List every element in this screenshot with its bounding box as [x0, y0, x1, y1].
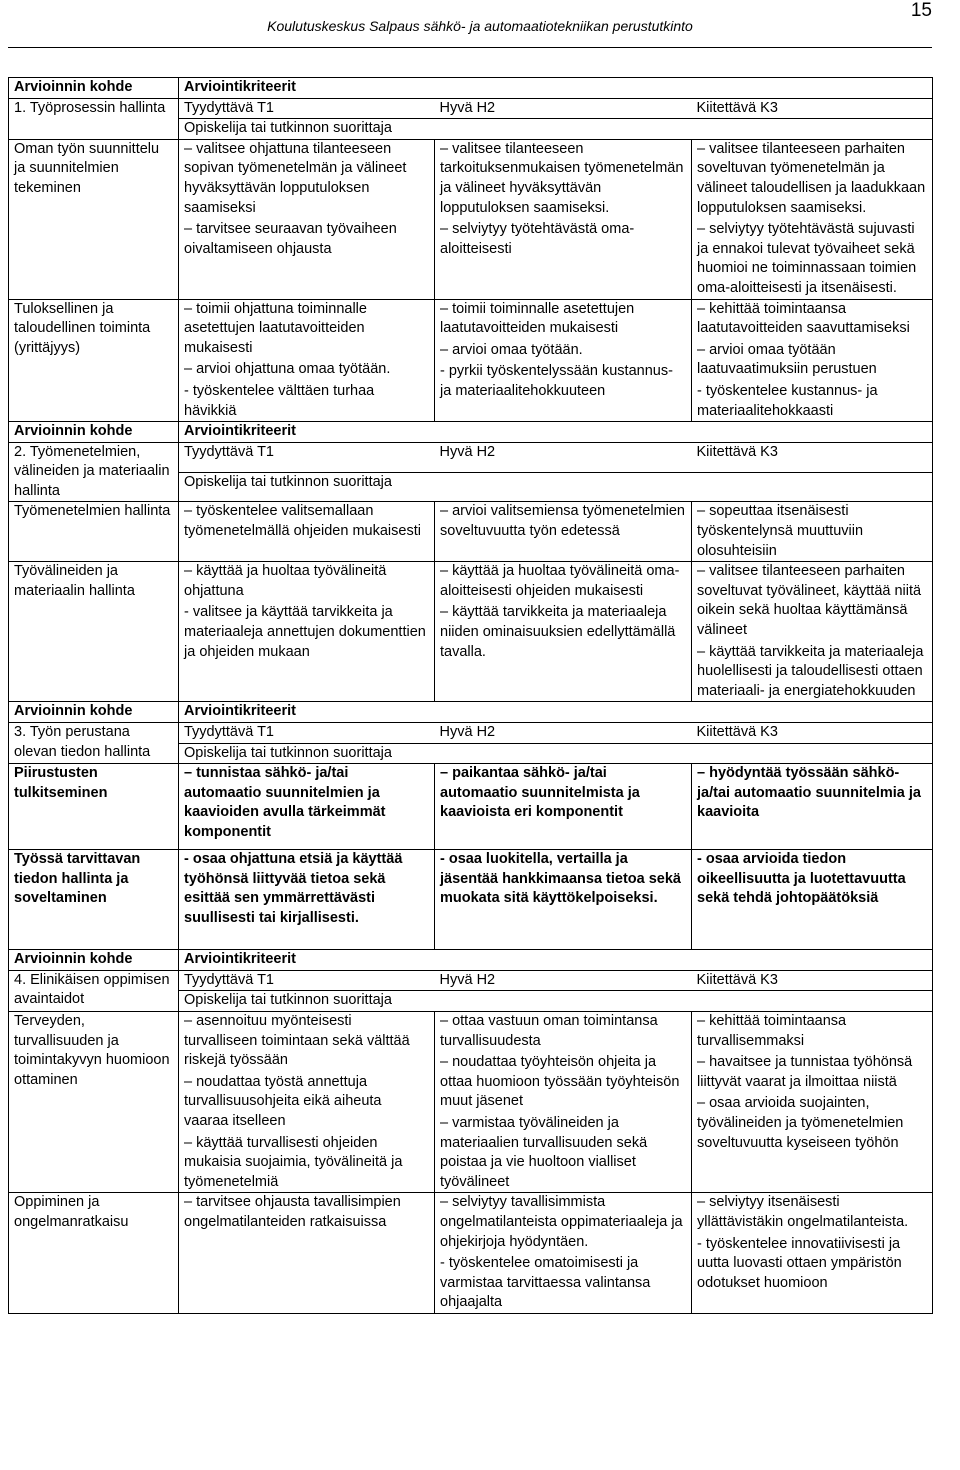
- criterion-item: – selviytyy työtehtävästä oma-aloitteisesti: [440, 220, 686, 259]
- criteria-row: [9, 139, 933, 299]
- performer-label: Opiskelija tai tutkinnon suorittaja: [179, 472, 933, 502]
- level-2: Hyvä H2: [439, 724, 496, 740]
- criterion-item: – osaa arvioida suojainten, työvälineiden ja työmenetelmien soveltuvuutta kyseiseen työhön: [697, 1094, 927, 1153]
- criteria-row: [9, 850, 933, 950]
- criteria-label: Oppiminen ja ongelmanratkaisu: [9, 1193, 179, 1314]
- criterion-item: – valitsee tilanteeseen parhaiten soveltuvan työmenetelmän ja välineet taloudellisen ja laadukkaan lopputuloksen saamiseksi.: [697, 140, 927, 218]
- criterion-item: – havaitsee ja tunnistaa työhönsä liittyvät vaarat ja ilmoittaa niistä: [697, 1053, 927, 1092]
- criteria-h2: [435, 1193, 692, 1314]
- criteria-k3: [692, 562, 933, 702]
- criterion-item: – tarvitsee seuraavan työvaiheen oivaltamiseen ohjausta: [184, 220, 429, 259]
- arviointikriteerit-heading: Arviointikriteerit: [179, 422, 933, 443]
- level-3: Kiitettävä K3: [692, 442, 933, 472]
- arviointikriteerit-heading: Arviointikriteerit: [179, 702, 933, 723]
- levels-row: [9, 442, 933, 472]
- criteria-h2: [435, 139, 692, 299]
- criteria-t1: [179, 1193, 435, 1314]
- level-2: Hyvä H2: [439, 971, 496, 988]
- criteria-label: Työvälineiden ja materiaalin hallinta: [9, 562, 179, 702]
- section-title: 2. Työmenetelmien, välineiden ja materiaalin hallinta: [9, 442, 179, 502]
- page-number: 15: [910, 0, 932, 21]
- criterion-item: – hyödyntää työssään sähkö- ja/tai automaatio suunnitelmia ja kaavioita: [697, 764, 927, 823]
- criteria-h2: [435, 299, 692, 422]
- assessment-table: [8, 77, 933, 1314]
- arviointikriteerit-heading: Arviointikriteerit: [179, 78, 933, 99]
- criterion-item: - osaa ohjattuna etsiä ja käyttää työhönsä liittyvää tietoa sekä esittää sen ymmärrettävästi suullisesti tai kirjallisesti.: [184, 851, 403, 926]
- criteria-k3: [692, 850, 933, 950]
- criterion-item: – varmistaa työvälineiden ja materiaalien turvallisuuden sekä poistaa ja vie huoltoon vialliset työvälineet: [440, 1114, 686, 1192]
- criteria-label: Työssä tarvittavan tiedon hallinta ja soveltaminen: [9, 850, 179, 950]
- section-heading-row: [9, 78, 933, 99]
- criterion-item: – valitsee tilanteeseen tarkoituksenmukaisen työmenetelmän ja välineet hyväksyttävän lopputuloksen saamiseksi.: [440, 140, 686, 218]
- criterion-item: – käyttää turvallisesti ohjeiden mukaisia suojaimia, työvälineitä ja työmenetelmiä: [184, 1134, 429, 1193]
- criterion-item: - työskentelee välttäen turhaa hävikkiä: [184, 382, 375, 419]
- assessment-table-body: [9, 78, 933, 1314]
- levels-row: [9, 723, 933, 744]
- criterion-item: – asennoituu myönteisesti turvalliseen toimintaan sekä välttää riskejä työssään: [184, 1012, 429, 1071]
- criteria-label: Työmenetelmien hallinta: [9, 502, 179, 562]
- criteria-k3: [692, 1193, 933, 1314]
- criterion-item: - työskentelee kustannus- ja materiaalitehokkaasti: [697, 382, 878, 419]
- criterion-item: – käyttää tarvikkeita ja materiaaleja huolellisesti ja taloudellisesti ottaen materiaali- ja energiatehokkuuden: [697, 643, 927, 702]
- criteria-row: [9, 1193, 933, 1314]
- level-2: Hyvä H2: [439, 99, 496, 116]
- criteria-row: [9, 1011, 933, 1192]
- criteria-h2: [435, 850, 692, 950]
- criteria-t1: [179, 764, 435, 850]
- criterion-item: - pyrkii työskentelyssään kustannus- ja materiaalitehokkuuteen: [440, 363, 673, 399]
- document-header: Koulutuskeskus Salpaus sähkö- ja automaatiotekniikan perustutkinto: [267, 18, 693, 34]
- criteria-row: [9, 502, 933, 562]
- criterion-item: – arvioi omaa työtään.: [440, 341, 686, 361]
- criterion-item: – arvioi omaa työtään laatuvaatimuksiin perustuen: [697, 341, 927, 380]
- criteria-h2: [435, 1011, 692, 1192]
- criterion-item: - osaa arvioida tiedon oikeellisuutta ja luotettavuutta sekä tehdä johtopäätöksiä: [697, 851, 906, 907]
- level-1: Tyydyttävä T1: [179, 970, 435, 991]
- criterion-item: – arvioi valitsemiensa työmenetelmien soveltuvuutta työn edetessä: [440, 502, 686, 541]
- criterion-item: – käyttää ja huoltaa työvälineitä oma-aloitteisesti ohjeiden mukaisesti: [440, 562, 686, 601]
- criterion-item: – tarvitsee ohjausta tavallisimpien ongelmatilanteiden ratkaisuissa: [184, 1193, 429, 1232]
- criterion-item: – selviytyy itsenäisesti yllättävistäkin ongelmatilanteista.: [697, 1193, 927, 1232]
- section-heading-row: [9, 950, 933, 971]
- criterion-item: – valitsee tilanteeseen parhaiten soveltuvat työvälineet, käyttää niitä oikein sekä huoltaa käyttämänsä välineet: [697, 562, 927, 640]
- criterion-item: – valitsee ohjattuna tilanteeseen sopivan työmenetelmän ja välineet hyväksyttävän lopputuloksen saamiseksi: [184, 140, 429, 218]
- arvioinnin-kohde-heading: Arvioinnin kohde: [9, 950, 179, 971]
- criterion-item: - osaa luokitella, vertailla ja jäsentää hankkimaansa tietoa sekä muokata sitä käyttökelpoiseksi.: [440, 851, 681, 907]
- criterion-item: – noudattaa työyhteisön ohjeita ja ottaa huomioon työssään työyhteisön muut jäsenet: [440, 1053, 686, 1112]
- levels-row: [9, 98, 933, 119]
- criterion-item: – tunnistaa sähkö- ja/tai automaatio suunnitelmien ja kaavioiden avulla tärkeimmät komponentit: [184, 764, 429, 842]
- level-1: Tyydyttävä T1: [179, 442, 435, 472]
- criteria-label: Tuloksellinen ja taloudellinen toiminta (yrittäjyys): [9, 299, 179, 422]
- criteria-label: Oman työn suunnittelu ja suunnitelmien tekeminen: [9, 139, 179, 299]
- criterion-item: – käyttää tarvikkeita ja materiaaleja niiden ominaisuuksien edellyttämällä tavalla.: [440, 603, 686, 662]
- criteria-t1: [179, 562, 435, 702]
- criterion-item: – työskentelee valitsemallaan työmenetelmällä ohjeiden mukaisesti: [184, 502, 429, 541]
- criterion-item: – kehittää toimintaansa turvallisemmaksi: [697, 1012, 927, 1051]
- level-1: Tyydyttävä T1: [179, 723, 435, 744]
- section-heading-row: [9, 702, 933, 723]
- criteria-label: Piirustusten tulkitseminen: [9, 764, 179, 850]
- performer-label: Opiskelija tai tutkinnon suorittaja: [179, 119, 933, 140]
- criteria-k3: [692, 502, 933, 562]
- levels-row: [9, 970, 933, 991]
- criterion-item: – paikantaa sähkö- ja/tai automaatio suunnitelmista ja kaavioista eri komponentit: [440, 764, 686, 823]
- performer-label: Opiskelija tai tutkinnon suorittaja: [179, 991, 933, 1012]
- criteria-t1: [179, 139, 435, 299]
- section-title: 1. Työprosessin hallinta: [9, 98, 179, 139]
- criterion-item: – arvioi ohjattuna omaa työtään.: [184, 360, 429, 380]
- section-heading-row: [9, 422, 933, 443]
- criteria-k3: [692, 139, 933, 299]
- criterion-item: – selviytyy työtehtävästä sujuvasti ja ennakoi tulevat työvaiheet sekä huomioi ne toiminnassaan toimien oma-aloitteisesti ja itsenäisesti.: [697, 220, 927, 298]
- criteria-h2: [435, 502, 692, 562]
- section-title: 4. Elinikäisen oppimisen avaintaidot: [9, 970, 179, 1011]
- criteria-row: [9, 562, 933, 702]
- criteria-row: [9, 299, 933, 422]
- level-3: Kiitettävä K3: [692, 723, 933, 744]
- arvioinnin-kohde-heading: Arvioinnin kohde: [9, 78, 179, 99]
- arviointikriteerit-heading: Arviointikriteerit: [179, 950, 933, 971]
- criteria-h2: [435, 764, 692, 850]
- level-3: Kiitettävä K3: [692, 98, 933, 119]
- criterion-item: – toimii toiminnalle asetettujen laatutavoitteiden mukaisesti: [440, 300, 686, 339]
- criteria-t1: [179, 299, 435, 422]
- level-1: Tyydyttävä T1: [179, 98, 435, 119]
- criteria-k3: [692, 764, 933, 850]
- criteria-k3: [692, 1011, 933, 1192]
- criteria-t1: [179, 502, 435, 562]
- arvioinnin-kohde-heading: Arvioinnin kohde: [9, 422, 179, 443]
- criteria-h2: [435, 562, 692, 702]
- criterion-item: – käyttää ja huoltaa työvälineitä ohjattuna: [184, 562, 429, 601]
- header-rule: [8, 47, 932, 48]
- criterion-item: – ottaa vastuun oman toimintansa turvallisuudesta: [440, 1012, 686, 1051]
- performer-label: Opiskelija tai tutkinnon suorittaja: [179, 743, 933, 764]
- criteria-label: Terveyden, turvallisuuden ja toimintakyvyn huomioon ottaminen: [9, 1011, 179, 1192]
- criteria-row: [9, 764, 933, 850]
- criterion-item: - valitsee ja käyttää tarvikkeita ja materiaaleja annettujen dokumenttien ja ohjeiden mukaan: [184, 604, 426, 660]
- arvioinnin-kohde-heading: Arvioinnin kohde: [9, 702, 179, 723]
- criterion-item: – kehittää toimintaansa laatutavoitteiden saavuttamiseksi: [697, 300, 927, 339]
- criteria-k3: [692, 299, 933, 422]
- criterion-item: - työskentelee innovatiivisesti ja uutta luovasti ottaen ympäristön odotukset huomioon: [697, 1235, 902, 1291]
- criterion-item: – sopeuttaa itsenäisesti työskentelynsä muuttuviin olosuhteisiin: [697, 502, 927, 561]
- criteria-t1: [179, 1011, 435, 1192]
- section-title: 3. Työn perustana olevan tiedon hallinta: [9, 723, 179, 764]
- level-3: Kiitettävä K3: [692, 970, 933, 991]
- criterion-item: - työskentelee omatoimisesti ja varmistaa tarvittaessa valintansa ohjaajalta: [440, 1255, 651, 1311]
- criterion-item: – noudattaa työstä annettuja turvallisuusohjeita eikä aiheuta vaaraa itselleen: [184, 1073, 429, 1132]
- criterion-item: – selviytyy tavallisimmista ongelmatilanteista oppimateriaaleja ja ohjekirjoja hyödyntäen.: [440, 1193, 686, 1252]
- criterion-item: – toimii ohjattuna toiminnalle asetettujen laatutavoitteiden mukaisesti: [184, 300, 429, 359]
- level-2: Hyvä H2: [439, 443, 496, 460]
- criteria-t1: [179, 850, 435, 950]
